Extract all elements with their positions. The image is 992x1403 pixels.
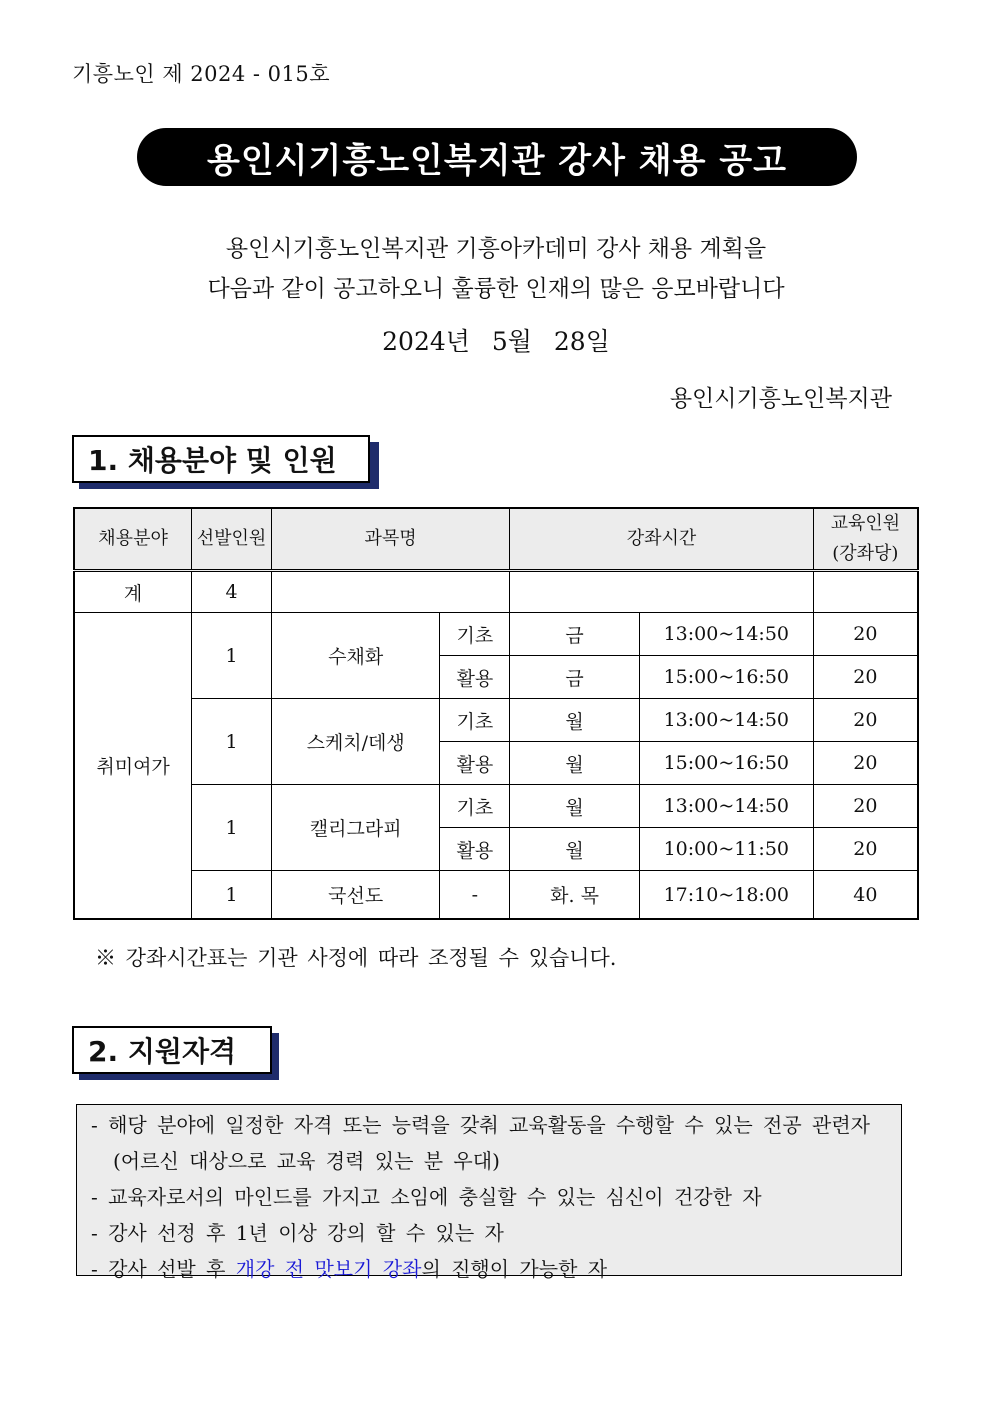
document-number: 기흥노인 제 2024 - 015호 (72, 62, 331, 86)
intro-line-1: 용인시기흥노인복지관 기흥아카데미 강사 채용 계획을 (225, 236, 767, 262)
session-day: 월 (510, 742, 640, 785)
table-row (74, 699, 918, 742)
course-count: 1 (192, 613, 272, 699)
session-time: 10:00~11:50 (639, 828, 813, 871)
session-time: 13:00~14:50 (639, 699, 813, 742)
session-capacity: 20 (813, 699, 918, 742)
session-capacity: 20 (813, 656, 918, 699)
table-row (74, 785, 918, 828)
recruitment-table (73, 507, 919, 920)
session-day: 월 (510, 699, 640, 742)
title-banner (137, 128, 857, 186)
header-capacity (813, 508, 918, 571)
session-capacity: 40 (813, 871, 918, 920)
header-capacity-line1: 교육인원 (830, 513, 901, 534)
header-capacity-line2: (강좌당) (832, 543, 899, 564)
session-level: 활용 (440, 742, 510, 785)
qualification-item: - 강사 선정 후 1년 이상 강의 할 수 있는 자 (91, 1221, 504, 1245)
course-count: 1 (192, 699, 272, 785)
session-time: 15:00~16:50 (639, 656, 813, 699)
qualification-highlight: 개강 전 맛보기 강좌 (235, 1257, 422, 1281)
total-empty-cell (271, 571, 509, 613)
total-count: 4 (192, 571, 272, 613)
section2-heading (72, 1026, 272, 1074)
session-time: 15:00~16:50 (639, 742, 813, 785)
session-level: 기초 (440, 613, 510, 656)
session-day: 월 (510, 828, 640, 871)
organization-name: 용인시기흥노인복지관 (669, 386, 892, 412)
header-subject: 과목명 (271, 508, 509, 571)
header-field: 채용분야 (74, 508, 192, 571)
session-capacity: 20 (813, 613, 918, 656)
qualification-text: - 강사 선발 후 (91, 1257, 236, 1281)
session-day: 월 (510, 785, 640, 828)
course-subject: 수채화 (271, 613, 440, 699)
session-day: 금 (510, 613, 640, 656)
section2-title: 2. 지원자격 (88, 1035, 237, 1068)
session-level: 기초 (440, 785, 510, 828)
session-capacity: 20 (813, 742, 918, 785)
page-title: 용인시기흥노인복지관 강사 채용 공고 (206, 140, 787, 181)
field-cell: 취미여가 (74, 613, 192, 920)
qualification-item: - 해당 분야에 일정한 자격 또는 능력을 갖춰 교육활동을 수행할 수 있는 전공 관련자 (91, 1113, 870, 1137)
qualification-item (91, 1251, 901, 1287)
course-subject: 스케치/데생 (271, 699, 440, 785)
course-subject: 국선도 (271, 871, 440, 920)
course-subject: 캘리그라피 (271, 785, 440, 871)
session-time: 17:10~18:00 (639, 871, 813, 920)
course-count: 1 (192, 785, 272, 871)
session-day: 금 (510, 656, 640, 699)
section1-heading (72, 435, 370, 483)
qualification-item: - 교육자로서의 마인드를 가지고 소임에 충실할 수 있는 심신이 건강한 자 (91, 1185, 762, 1209)
session-level: 활용 (440, 828, 510, 871)
qualifications-box (76, 1104, 902, 1281)
qualification-subnote: (어르신 대상으로 교육 경력 있는 분 우대) (113, 1149, 500, 1173)
session-day: 화. 목 (510, 871, 640, 920)
session-time: 13:00~14:50 (639, 613, 813, 656)
session-level: 기초 (440, 699, 510, 742)
total-empty-cell (813, 571, 918, 613)
qualification-text: 의 진행이 가능한 자 (421, 1257, 608, 1281)
session-level: 활용 (440, 656, 510, 699)
course-count: 1 (192, 871, 272, 920)
total-label: 계 (74, 571, 192, 613)
header-time: 강좌시간 (510, 508, 813, 571)
session-level: - (440, 871, 510, 920)
total-row (74, 571, 918, 613)
session-capacity: 20 (813, 828, 918, 871)
header-count: 선발인원 (192, 508, 272, 571)
section1-title: 1. 채용분야 및 인원 (88, 444, 337, 477)
announcement-date: 2024년 5월 28일 (382, 327, 610, 356)
intro-line-2: 다음과 같이 공고하오니 훌륭한 인재의 많은 응모바랍니다 (207, 276, 785, 302)
table-row (74, 613, 918, 656)
session-time: 13:00~14:50 (639, 785, 813, 828)
schedule-note: ※ 강좌시간표는 기관 사정에 따라 조정될 수 있습니다. (95, 946, 617, 970)
total-empty-cell (510, 571, 813, 613)
table-row (74, 871, 918, 920)
session-capacity: 20 (813, 785, 918, 828)
